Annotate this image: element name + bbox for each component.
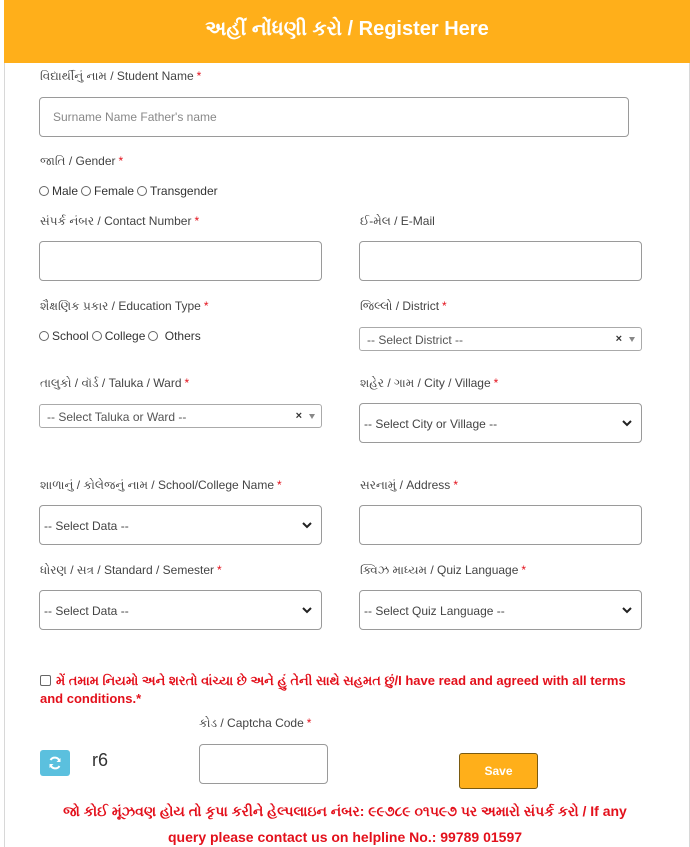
city-label: શહેર / ગામ / City / Village * (360, 376, 499, 390)
radio-icon[interactable] (92, 331, 102, 341)
form-header (4, 0, 690, 63)
address-input[interactable] (359, 505, 642, 545)
captcha-label: કોડ / Captcha Code * (199, 716, 312, 730)
standard-select[interactable] (39, 590, 322, 630)
city-selected: -- Select City or Village -- (364, 417, 498, 431)
district-label: જિલ્લો / District * (360, 299, 447, 313)
helpline-line-2: query please contact us on helpline No.: 99789 01597 (167, 829, 523, 845)
radio-icon[interactable] (39, 186, 49, 196)
quiz-language-select[interactable] (359, 590, 642, 630)
form-title: અહીં નોંધણી કરો / Register Here (205, 18, 489, 40)
taluka-label: તાલુકો / વૉર્ડ / Taluka / Ward * (40, 376, 190, 390)
helpline-line-1: જો કોઈ મૂંઝવણ હોય તો કૃપા કરીને હેલ્પલાઇન નંબર: ૯૯૭૮૯ ૦૧૫૯૭ પર અમારો સંપર્ક કરો / If any (63, 803, 627, 819)
radio-icon[interactable] (148, 331, 158, 341)
terms-label: મેં તમામ નિયમો અને શરતો વાંચ્યા છે અને હું તેની સાથે સહમત છું/I have read and agreed with all terms and conditions.* (40, 673, 626, 706)
gender-options (39, 184, 221, 198)
refresh-icon (40, 750, 70, 776)
taluka-select[interactable] (39, 404, 322, 428)
caret-down-icon (629, 337, 635, 342)
caret-down-icon (309, 414, 315, 419)
chevron-down-icon (621, 417, 633, 429)
district-selected: -- Select District -- (367, 333, 463, 347)
education-options (39, 329, 204, 343)
student-name-placeholder: Surname Name Father's name (53, 110, 217, 124)
student-name-label: વિદ્યાર્થીનું નામ / Student Name * (40, 69, 202, 83)
standard-label: ધોરણ / સત્ર / Standard / Semester * (40, 563, 222, 577)
chevron-down-icon (621, 604, 633, 616)
quiz-language-selected: -- Select Quiz Language -- (364, 604, 505, 618)
quiz-language-label: ક્વિઝ માધ્યમ / Quiz Language * (360, 563, 527, 577)
education-option-college[interactable]: College (92, 329, 146, 343)
radio-icon[interactable] (137, 186, 147, 196)
contact-input[interactable] (39, 241, 322, 281)
taluka-selected: -- Select Taluka or Ward -- (47, 410, 187, 424)
education-option-school[interactable]: School (39, 329, 89, 343)
email-label: ઈ-મેલ / E-Mail (360, 214, 435, 228)
school-selected: -- Select Data -- (44, 519, 129, 533)
address-label: સરનામું / Address * (360, 478, 458, 492)
captcha-code: r6 (92, 750, 109, 770)
gender-option-male[interactable]: Male (39, 184, 78, 198)
gender-option-female[interactable]: Female (81, 184, 134, 198)
district-select[interactable] (359, 327, 642, 351)
save-button[interactable]: Save (459, 753, 538, 789)
radio-icon[interactable] (39, 331, 49, 341)
education-label: શૈક્ષણિક પ્રકાર / Education Type * (40, 299, 209, 313)
captcha-input[interactable] (199, 744, 328, 784)
chevron-down-icon (301, 604, 313, 616)
standard-selected: -- Select Data -- (44, 604, 129, 618)
refresh-captcha-button[interactable] (40, 750, 70, 776)
city-select[interactable] (359, 403, 642, 443)
gender-option-transgender[interactable]: Transgender (137, 184, 218, 198)
education-option-others[interactable]: Others (148, 329, 200, 343)
email-input[interactable] (359, 241, 642, 281)
student-name-input[interactable] (39, 97, 629, 137)
chevron-down-icon (301, 519, 313, 531)
gender-label: જાતિ / Gender * (40, 154, 124, 168)
clear-icon[interactable]: × (615, 333, 622, 345)
clear-icon[interactable]: × (295, 410, 302, 422)
radio-icon[interactable] (81, 186, 91, 196)
contact-label: સંપર્ક નંબર / Contact Number * (40, 214, 200, 228)
school-label: શાળાનું / કોલેજનું નામ / School/College Name * (40, 478, 282, 492)
school-select[interactable] (39, 505, 322, 545)
